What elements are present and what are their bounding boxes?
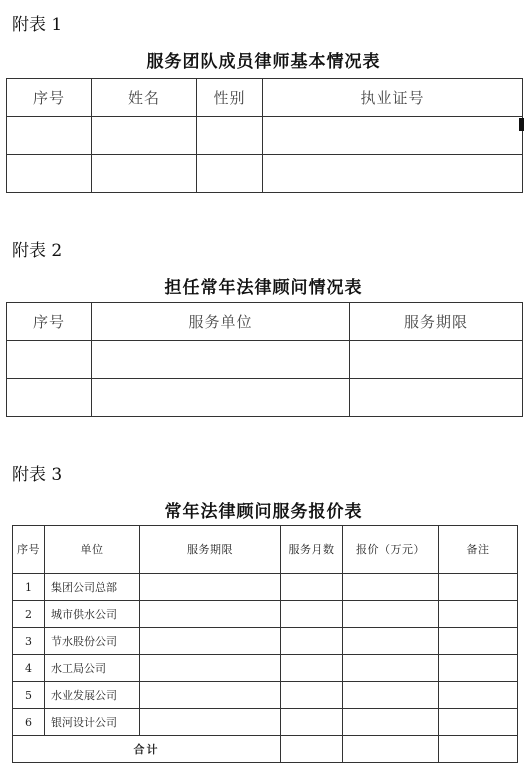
table-cell[interactable] — [92, 379, 350, 417]
table-cell[interactable] — [343, 574, 439, 601]
table-cell[interactable] — [197, 117, 263, 155]
unit-name: 集团公司总部 — [45, 574, 140, 601]
unit-name: 银河设计公司 — [45, 709, 140, 736]
table-cell[interactable] — [92, 117, 197, 155]
table-title-3: 常年法律顾问服务报价表 — [164, 502, 363, 522]
row-number: 2 — [13, 601, 45, 628]
table-cell[interactable] — [140, 655, 281, 682]
row-number: 5 — [13, 682, 45, 709]
table-cell[interactable] — [343, 601, 439, 628]
lawyer-team-table — [6, 78, 523, 193]
table-cell[interactable] — [343, 628, 439, 655]
table-row — [13, 655, 518, 682]
table-cell[interactable] — [281, 655, 343, 682]
appendix-label-3: 附表 3 — [12, 465, 63, 485]
table-cell[interactable] — [7, 341, 92, 379]
table-row — [13, 574, 518, 601]
table-cell[interactable] — [263, 155, 523, 193]
header-cell: 服务月数 — [281, 526, 343, 574]
row-number: 6 — [13, 709, 45, 736]
table-cell[interactable] — [439, 628, 518, 655]
table-cell[interactable] — [281, 709, 343, 736]
header-cell: 服务期限 — [140, 526, 281, 574]
table-title-1: 服务团队成员律师基本情况表 — [146, 52, 381, 72]
header-cell: 备注 — [439, 526, 518, 574]
table-cell[interactable] — [343, 736, 439, 763]
table-cell[interactable] — [281, 682, 343, 709]
table-cell[interactable] — [140, 574, 281, 601]
header-cell: 序号 — [7, 303, 92, 341]
table-cell[interactable] — [140, 682, 281, 709]
table-row — [13, 601, 518, 628]
appendix-label-1: 附表 1 — [12, 15, 63, 35]
header-cell: 序号 — [13, 526, 45, 574]
header-cell: 序号 — [7, 79, 92, 117]
legal-advisor-table — [6, 302, 523, 417]
row-number: 4 — [13, 655, 45, 682]
header-cell: 执业证号 — [263, 79, 523, 117]
table-cell[interactable] — [92, 341, 350, 379]
table-cell[interactable] — [263, 117, 523, 155]
table-row — [13, 628, 518, 655]
table-cell[interactable] — [439, 574, 518, 601]
table-cell[interactable] — [350, 379, 523, 417]
row-number: 3 — [13, 628, 45, 655]
table-cell[interactable] — [140, 709, 281, 736]
table-cell[interactable] — [343, 682, 439, 709]
table-cell[interactable] — [140, 601, 281, 628]
header-cell: 报价（万元） — [343, 526, 439, 574]
unit-name: 水业发展公司 — [45, 682, 140, 709]
table-cell[interactable] — [281, 601, 343, 628]
table-row — [7, 379, 523, 417]
table-cell[interactable] — [7, 155, 92, 193]
total-row — [13, 736, 518, 763]
table-title-2: 担任常年法律顾问情况表 — [164, 278, 363, 298]
table-cell[interactable] — [343, 655, 439, 682]
header-cell: 服务期限 — [350, 303, 523, 341]
service-quote-table — [12, 525, 518, 763]
header-cell: 单位 — [45, 526, 140, 574]
total-label: 合计 — [13, 736, 281, 763]
table-row — [7, 117, 523, 155]
table-cell[interactable] — [439, 655, 518, 682]
table-cell[interactable] — [140, 628, 281, 655]
table-cell[interactable] — [281, 628, 343, 655]
appendix-label-2: 附表 2 — [12, 241, 63, 261]
table-cell[interactable] — [197, 155, 263, 193]
header-cell: 服务单位 — [92, 303, 350, 341]
table-cell[interactable] — [350, 341, 523, 379]
table-cell[interactable] — [281, 574, 343, 601]
unit-name: 节水股份公司 — [45, 628, 140, 655]
unit-name: 城市供水公司 — [45, 601, 140, 628]
table-cell[interactable] — [7, 117, 92, 155]
table-cell[interactable] — [7, 379, 92, 417]
table-row — [7, 341, 523, 379]
table-row — [13, 682, 518, 709]
header-cell: 性别 — [197, 79, 263, 117]
table-cell[interactable] — [439, 682, 518, 709]
unit-name: 水工局公司 — [45, 655, 140, 682]
header-cell: 姓名 — [92, 79, 197, 117]
table-cell[interactable] — [439, 736, 518, 763]
margin-mark — [519, 118, 524, 131]
table-cell[interactable] — [281, 736, 343, 763]
table-cell[interactable] — [439, 709, 518, 736]
row-number: 1 — [13, 574, 45, 601]
table-cell[interactable] — [92, 155, 197, 193]
table-row — [13, 709, 518, 736]
table-cell[interactable] — [343, 709, 439, 736]
table-row — [7, 155, 523, 193]
table-cell[interactable] — [439, 601, 518, 628]
